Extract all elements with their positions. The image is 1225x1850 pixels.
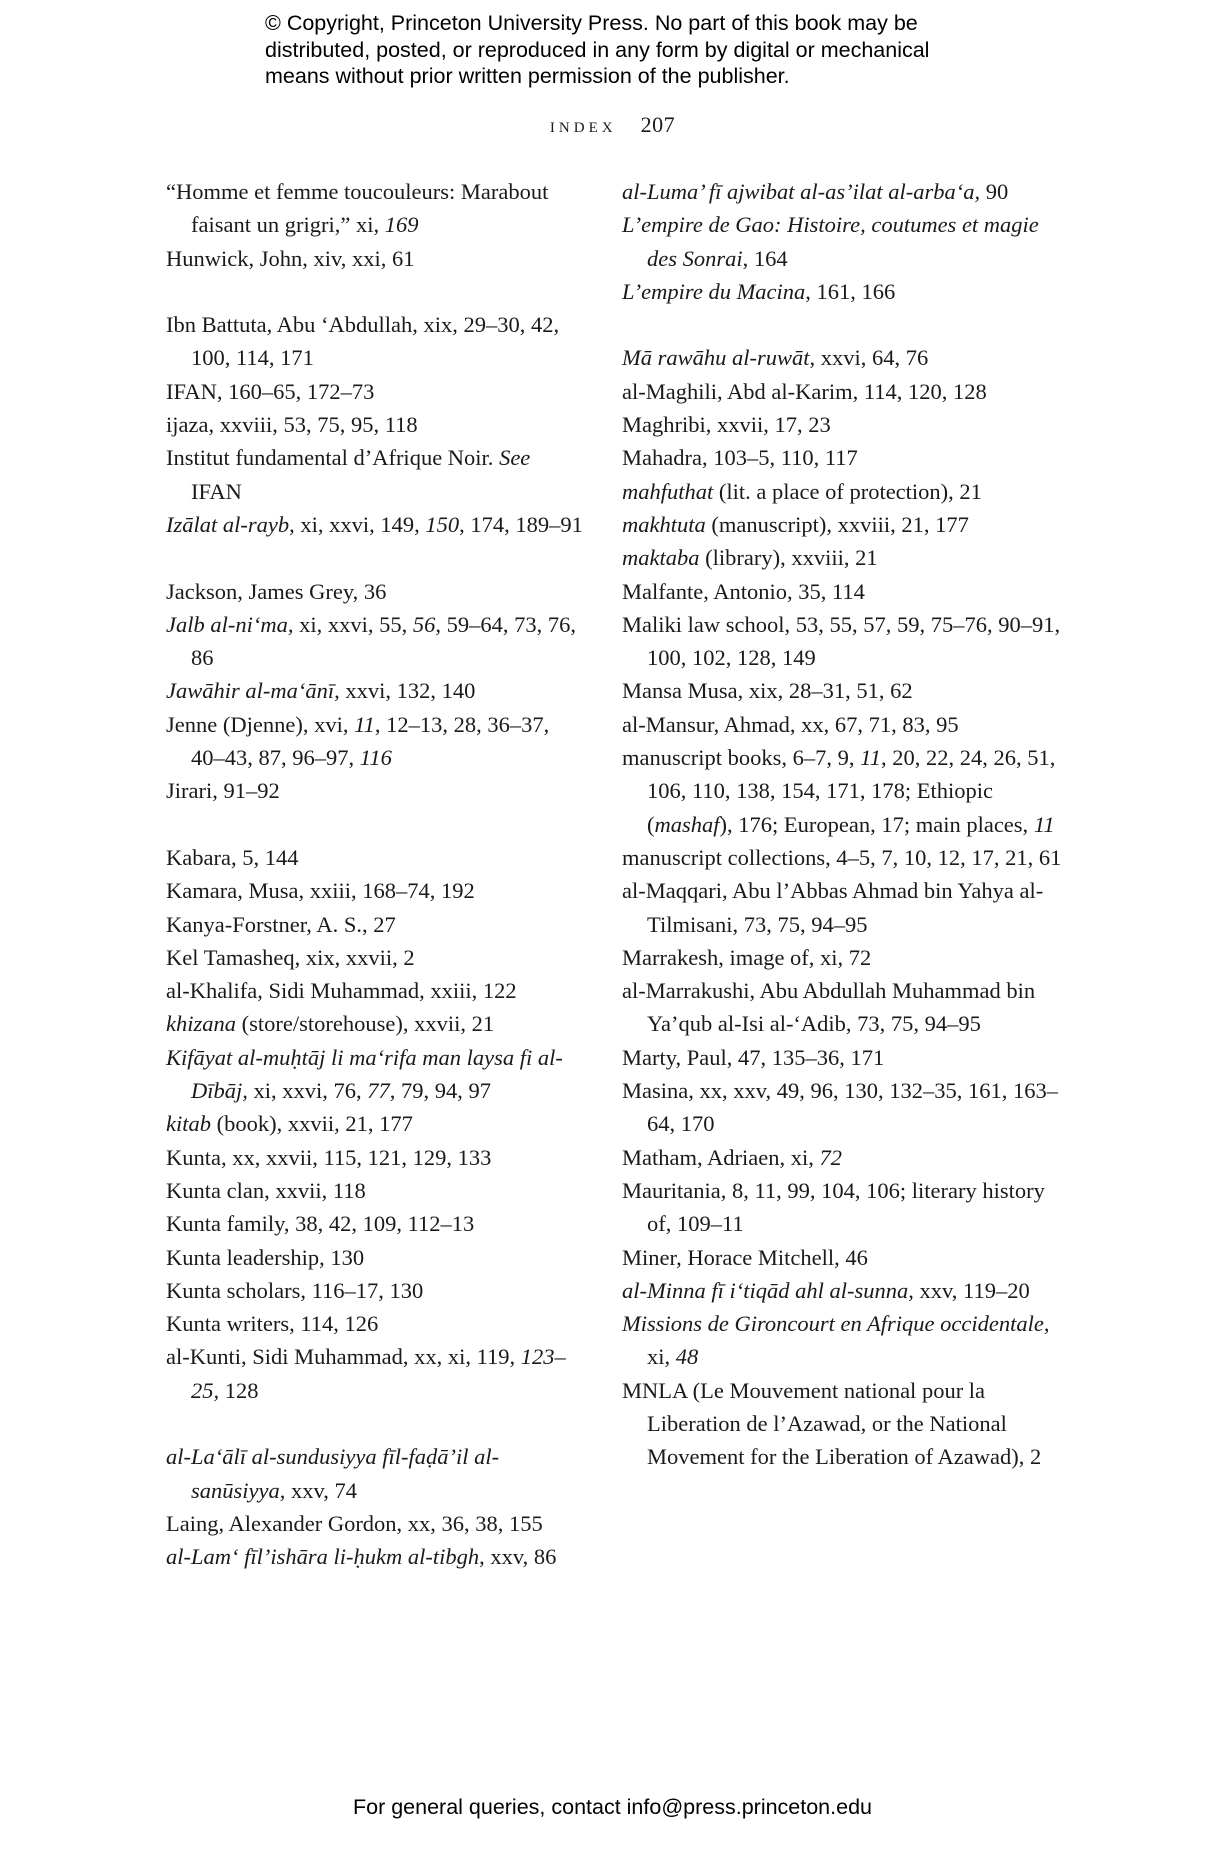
entry-text-italic: 116 — [359, 745, 392, 771]
index-entry — [166, 974, 586, 1007]
index-entry — [166, 1440, 586, 1507]
entry-text: Kel Tamasheq, xix, xxvii, 2 — [166, 944, 415, 970]
entry-text: xxvi, 132, 140 — [339, 678, 476, 704]
entry-text: (lit. a place of protection), 21 — [713, 478, 982, 504]
entry-text-italic: mashaf — [654, 811, 720, 837]
entry-text: 90 — [980, 179, 1009, 204]
entry-text: , xi, xxvi, 149, — [289, 511, 426, 537]
index-entry — [622, 575, 1062, 608]
entry-text: Maghribi, xxvii, 17, 23 — [622, 412, 831, 438]
entry-text: Institut fundamental d’Afrique Noir. — [166, 445, 500, 471]
copyright-line-3: means without prior written permission of the publisher. — [265, 64, 790, 88]
index-entry — [622, 674, 1062, 707]
index-entry — [166, 941, 586, 974]
section-gap — [622, 308, 1062, 341]
index-entry — [166, 1207, 586, 1240]
index-entry — [166, 1141, 586, 1174]
index-column-left — [166, 175, 586, 1573]
index-entry — [622, 708, 1062, 741]
entry-text: , 59–64, 73, 76, 86 — [191, 611, 576, 671]
section-gap — [166, 541, 586, 574]
index-entry — [166, 242, 586, 275]
entry-text-italic: 150 — [425, 511, 460, 537]
entry-text: , xxvi, 64, 76 — [809, 345, 929, 371]
entry-text: Maliki law school, 53, 55, 57, 59, 75–76, 90–91, 100, 102, 128, 149 — [622, 611, 1061, 671]
header-label: index — [549, 112, 617, 137]
index-column-right — [622, 175, 1062, 1474]
entry-text: ), 176; European, 17; main places, — [719, 811, 1034, 837]
index-entry — [166, 674, 586, 707]
entry-text: manuscript books, 6–7, 9, — [622, 745, 861, 771]
index-entry — [622, 1274, 1062, 1307]
index-entry — [622, 341, 1062, 374]
entry-text-italic: makhtuta — [622, 511, 706, 537]
entry-text: Jackson, James Grey, 36 — [166, 578, 387, 604]
entry-text: Jenne (Djenne), xvi, — [166, 711, 355, 737]
index-entry — [166, 508, 586, 541]
index-entry — [166, 708, 586, 775]
index-entry — [166, 1507, 586, 1540]
entry-text-italic: L’empire du Macina — [622, 278, 806, 304]
entry-text-italic: kitab — [166, 1111, 211, 1137]
index-entry — [622, 475, 1062, 508]
index-entry — [166, 908, 586, 941]
index-entry — [622, 175, 1062, 208]
entry-text-italic: 56 — [412, 611, 436, 637]
index-entry — [622, 1074, 1062, 1141]
entry-text: Mansa Musa, xix, 28–31, 51, 62 — [622, 678, 913, 704]
entry-text: Laing, Alexander Gordon, xx, 36, 38, 155 — [166, 1510, 543, 1536]
index-entry — [622, 941, 1062, 974]
entry-text-italic: al-Minna fī i‘tiqād ahl al-sunna, — [622, 1277, 914, 1303]
entry-text: Jirari, 91–92 — [166, 778, 280, 804]
entry-text-italic: L’empire de Gao: Histoire, coutumes et magie des Sonrai — [622, 212, 1039, 271]
index-entry — [622, 608, 1062, 675]
entry-text: , xi, — [647, 1311, 1050, 1370]
copyright-line-2: distributed, posted, or reproduced in any form by digital or mechanical — [265, 37, 930, 62]
entry-text-italic: 11 — [860, 745, 881, 771]
entry-text: Ibn Battuta, Abu ‘Abdullah, xix, 29–30, 42, 100, 114, 171 — [166, 312, 560, 371]
index-entry — [622, 541, 1062, 574]
index-entry — [166, 441, 586, 508]
entry-text-italic: maktaba — [622, 545, 700, 571]
entry-text: (book), xxvii, 21, 177 — [211, 1111, 413, 1137]
index-entry — [166, 841, 586, 874]
entry-text-italic: 11 — [1033, 811, 1055, 837]
entry-text: Kunta, xx, xxvii, 115, 121, 129, 133 — [166, 1144, 492, 1170]
entry-text: Kamara, Musa, xxiii, 168–74, 192 — [166, 878, 475, 904]
entry-text: Kunta clan, xxvii, 118 — [166, 1177, 366, 1203]
copyright-line-1: © Copyright, Princeton University Press. No part of this book may be — [265, 11, 918, 35]
entry-text-italic: mahfuthat — [622, 478, 714, 504]
entry-text: , 174, 189–91 — [459, 511, 583, 537]
index-entry — [166, 1340, 586, 1407]
index-entry — [166, 1007, 586, 1040]
entry-text: , 161, 166 — [805, 278, 896, 304]
index-entry — [622, 208, 1062, 275]
entry-text: xxv, 74 — [285, 1477, 358, 1503]
entry-text-italic: 169 — [384, 212, 419, 238]
footer-contact: For general queries, contact info@press.princeton.edu — [352, 1795, 872, 1819]
entry-text-italic: 123–25, — [191, 1344, 566, 1403]
entry-text: , 79, 94, 97 — [389, 1078, 492, 1104]
index-entry — [166, 774, 586, 807]
index-entry — [166, 1107, 586, 1140]
entry-text: “Homme et femme toucouleurs: Marabout faisant un grigri,” xi, — [166, 179, 549, 238]
entry-text: MNLA (Le Mouvement national pour la Liberation de l’Azawad, or the National Movement for the Liberation of Azawad), 2 — [622, 1377, 1042, 1470]
index-entry — [166, 1274, 586, 1307]
entry-text-italic: al-Luma’ fī ajwibat al-as’ilat al-arba‘a, — [622, 179, 981, 204]
entry-text-italic: al-La‘ālī al-sundusiyya fīl-faḍā’il al-sanūsiyya, — [166, 1444, 500, 1503]
index-entry — [622, 974, 1062, 1041]
entry-text-italic: 72 — [819, 1144, 842, 1170]
index-entry — [166, 1540, 586, 1573]
index-entry — [166, 575, 586, 608]
entry-text: Mauritania, 8, 11, 99, 104, 106; literary history of, 109–11 — [622, 1177, 1045, 1237]
entry-text: xi, xxvi, 55, — [293, 611, 413, 637]
index-entry — [166, 1241, 586, 1274]
entry-text: Kunta family, 38, 42, 109, 112–13 — [166, 1211, 475, 1237]
index-entry — [622, 408, 1062, 441]
index-entry — [166, 408, 586, 441]
index-entry — [166, 874, 586, 907]
index-entry — [622, 275, 1062, 308]
entry-text: xi, xxvi, 76, — [247, 1078, 368, 1104]
entry-text: Kunta scholars, 116–17, 130 — [166, 1277, 424, 1303]
index-entry — [622, 1307, 1062, 1374]
entry-text: al-Marrakushi, Abu Abdullah Muhammad bin Ya’qub al-Isi al-‘Adib, 73, 75, 94–95 — [622, 978, 1036, 1037]
entry-text: Mahadra, 103–5, 110, 117 — [622, 445, 858, 471]
entry-text-italic: See — [499, 445, 531, 471]
entry-text: , xxv, 86 — [479, 1544, 557, 1570]
entry-text: manuscript collections, 4–5, 7, 10, 12, 17, 21, 61 — [622, 844, 1062, 870]
index-entry — [622, 1241, 1062, 1274]
entry-text: , 164 — [742, 245, 788, 271]
entry-text: , 20, 22, 24, 26, 51, 106, 110, 138, 154, 171, 178; Ethiopic ( — [647, 745, 1056, 837]
entry-text: al-Khalifa, Sidi Muhammad, xxiii, 122 — [166, 978, 517, 1004]
section-gap — [166, 1407, 586, 1440]
section-gap — [166, 275, 586, 308]
entry-text: (manuscript), xxviii, 21, 177 — [705, 511, 969, 537]
entry-text: IFAN — [191, 478, 242, 504]
entry-text: al-Maqqari, Abu l’Abbas Ahmad bin Yahya al-Tilmisani, 73, 75, 94–95 — [622, 878, 1044, 937]
entry-text: Kabara, 5, 144 — [166, 844, 299, 870]
entry-text: Kanya-Forstner, A. S., 27 — [166, 911, 396, 937]
index-entry — [166, 375, 586, 408]
entry-text-italic: khizana — [166, 1011, 236, 1037]
entry-text: Marrakesh, image of, xi, 72 — [622, 944, 872, 970]
entry-text: Masina, xx, xxv, 49, 96, 130, 132–35, 161, 163–64, 170 — [622, 1078, 1059, 1137]
index-entry — [166, 608, 586, 675]
index-entry — [622, 841, 1062, 874]
entry-text: al-Kunti, Sidi Muhammad, xx, xi, 119, — [166, 1344, 521, 1370]
entry-text-italic: Kifāyat al-muḥtāj li ma‘rifa man laysa fi al-Dībāj, — [166, 1044, 563, 1104]
index-entry — [622, 1374, 1062, 1474]
index-entry — [622, 375, 1062, 408]
entry-text-italic: Missions de Gironcourt en Afrique occidentale — [622, 1311, 1044, 1337]
index-entry — [622, 508, 1062, 541]
entry-text: al-Maghili, Abd al-Karim, 114, 120, 128 — [622, 378, 987, 404]
index-entry — [166, 1174, 586, 1207]
entry-text: IFAN, 160–65, 172–73 — [166, 378, 375, 404]
entry-text: (store/storehouse), xxvii, 21 — [236, 1011, 495, 1037]
entry-text: 128 — [219, 1377, 259, 1403]
entry-text: ijaza, xxviii, 53, 75, 95, 118 — [166, 412, 418, 438]
copyright-notice — [265, 10, 1025, 90]
entry-text: Matham, Adriaen, xi, — [622, 1144, 820, 1170]
entry-text: xxv, 119–20 — [913, 1277, 1030, 1303]
entry-text: Miner, Horace Mitchell, 46 — [622, 1244, 868, 1270]
entry-text-italic: Jalb al-ni‘ma, — [166, 611, 294, 637]
entry-text: al-Mansur, Ahmad, xx, 67, 71, 83, 95 — [622, 711, 959, 737]
entry-text-italic: Jawāhir al-ma‘ānī, — [166, 678, 340, 704]
index-entry — [166, 1307, 586, 1340]
index-entry — [166, 1041, 586, 1108]
index-entry — [622, 1041, 1062, 1074]
entry-text: Kunta writers, 114, 126 — [166, 1311, 379, 1337]
entry-text-italic: 11 — [354, 711, 375, 737]
index-entry — [622, 1141, 1062, 1174]
section-gap — [166, 808, 586, 841]
index-entry — [622, 441, 1062, 474]
entry-text-italic: 77 — [367, 1078, 390, 1104]
index-entry — [622, 874, 1062, 941]
entry-text: Hunwick, John, xiv, xxi, 61 — [166, 245, 415, 271]
entry-text: , 12–13, 28, 36–37, 40–43, 87, 96–97, — [191, 711, 550, 771]
index-entry — [622, 741, 1062, 841]
entry-text: (library), xxviii, 21 — [699, 545, 878, 571]
entry-text-italic: Izālat al-rayb — [166, 511, 290, 537]
entry-text-italic: al-Lam‘ fīl’ishāra li-ḥukm al-tibgh — [166, 1544, 480, 1570]
index-entry — [622, 1174, 1062, 1241]
entry-text-italic: Mā rawāhu al-ruwāt — [622, 345, 810, 371]
running-header — [0, 112, 1225, 138]
index-entry — [166, 308, 586, 375]
entry-text: Marty, Paul, 47, 135–36, 171 — [622, 1044, 885, 1070]
entry-text-italic: 48 — [675, 1344, 699, 1370]
entry-text: Malfante, Antonio, 35, 114 — [622, 578, 865, 604]
index-entry — [166, 175, 586, 242]
entry-text: Kunta leadership, 130 — [166, 1244, 365, 1270]
page-number: 207 — [640, 112, 676, 137]
